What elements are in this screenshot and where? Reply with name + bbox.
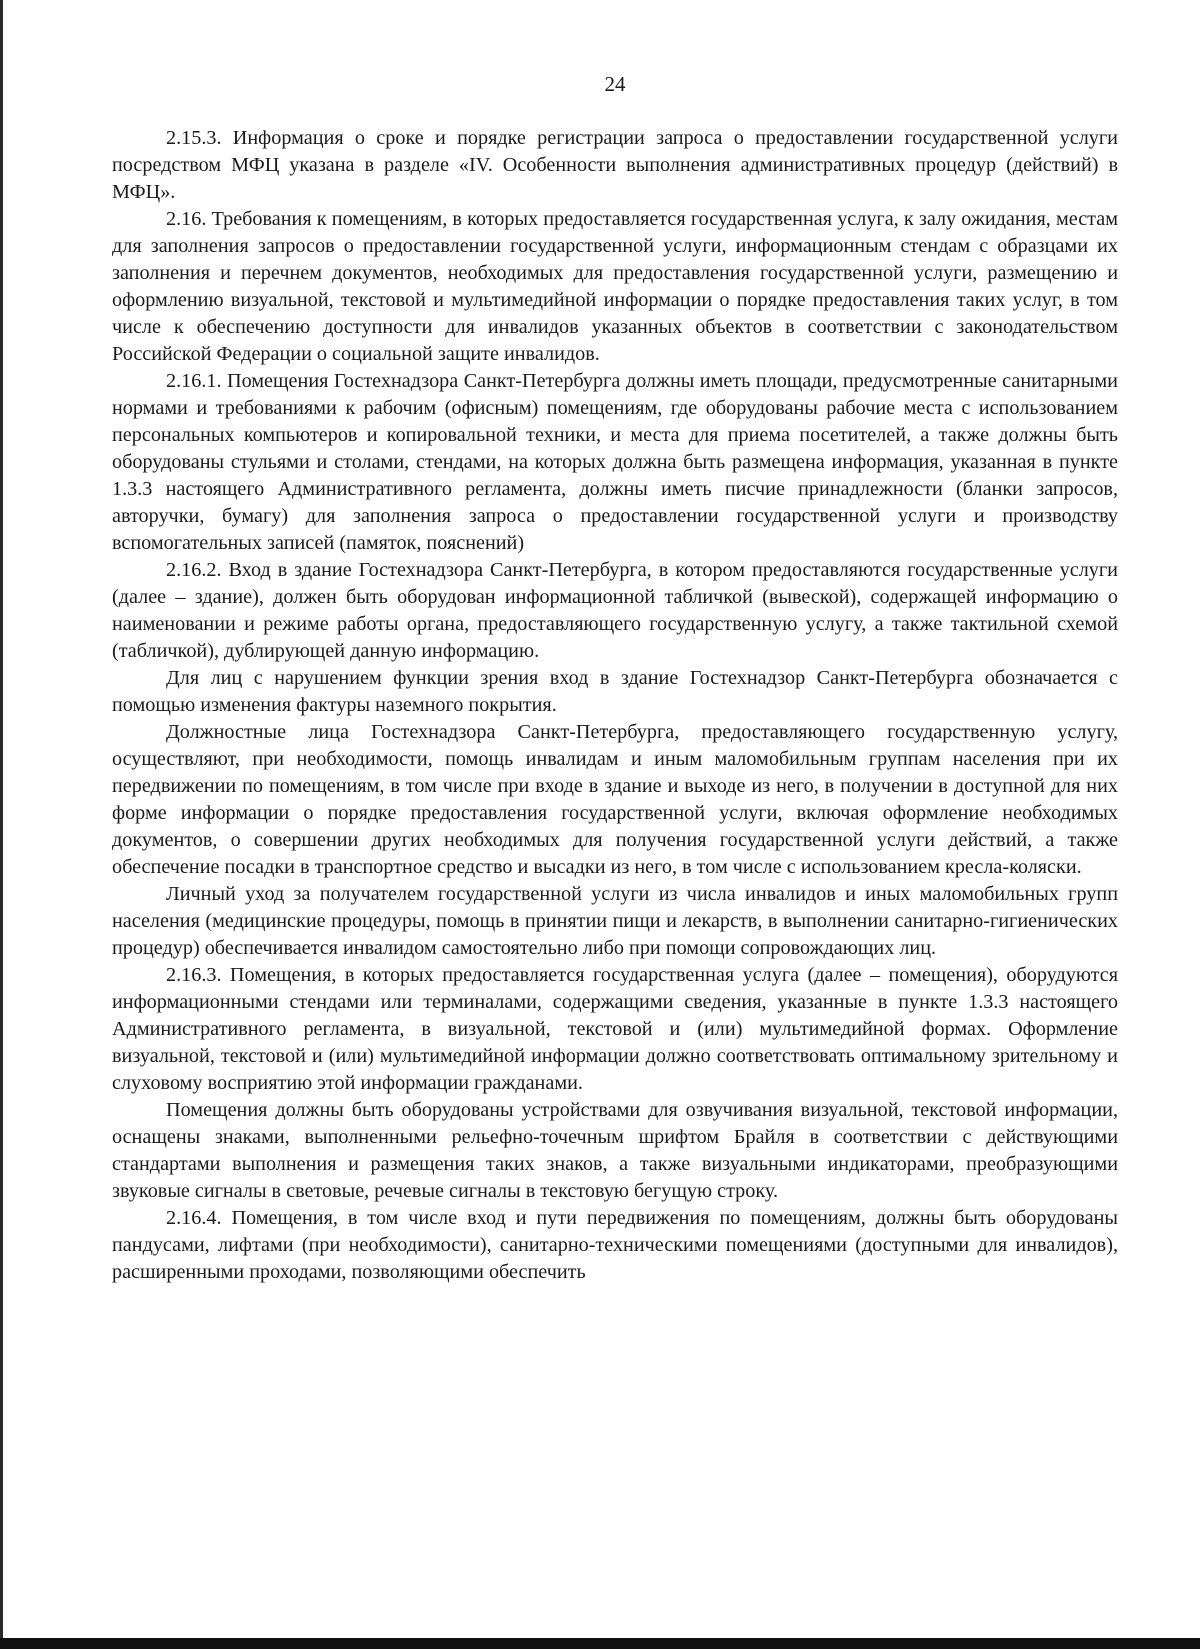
scan-bottom-edge [0,1638,1200,1649]
paragraph-2-16-2: 2.16.2. Вход в здание Гостехнадзора Санкт-Петербурга, в котором предоставляются государственные услуги (далее – здание), должен быть оборудован информационной табличкой (вывеской), содержащей информацию о наименовании и режиме работы органа, предоставляющего государственную услугу, а также тактильной схемой (табличкой), дублирующей данную информацию. [112,559,1118,662]
paragraph-vision-impaired-entrance: Для лиц с нарушением функции зрения вход в здание Гостехнадзор Санкт-Петербурга обозначается с помощью изменения фактуры наземного покрытия. [112,667,1118,716]
paragraph-2-15-3: 2.15.3. Информация о сроке и порядке регистрации запроса о предоставлении государственной услуги посредством МФЦ указана в разделе «IV. Особенности выполнения административных процедур (действий) в МФЦ». [112,127,1118,203]
paragraph-2-16-3: 2.16.3. Помещения, в которых предоставляется государственная услуга (далее – помещения), оборудуются информационными стендами или терминалами, содержащими сведения, указанные в пункте 1.3.3 настоящего Административного регламента, в визуальной, текстовой и (или) мультимедийной формах. Оформление визуальной, текстовой и (или) мультимедийной информации должно соответствовать оптимальному зрительному и слуховому восприятию этой информации гражданами. [112,964,1118,1094]
paragraph-2-16: 2.16. Требования к помещениям, в которых предоставляется государственная услуга, к залу ожидания, местам для заполнения запросов о предоставлении государственной услуги, информационным стендам с образцами их заполнения и перечнем документов, необходимых для предоставления государственной услуги, размещению и оформлению визуальной, текстовой и мультимедийной информации о порядке предоставления таких услуг, в том числе к обеспечению доступности для инвалидов указанных объектов в соответствии с законодательством Российской Федерации о социальной защите инвалидов. [112,208,1118,365]
document-body [112,125,1118,1286]
page-number: 24 [604,72,626,96]
paragraph-2-16-1: 2.16.1. Помещения Гостехнадзора Санкт-Петербурга должны иметь площади, предусмотренные санитарными нормами и требованиями к рабочим (офисным) помещениям, где оборудованы рабочие места с использованием персональных компьютеров и копировальной техники, и места для приема посетителей, а также должны быть оборудованы стульями и столами, стендами, на которых должна быть размещена информация, указанная в пункте 1.3.3 настоящего Административного регламента, должны иметь писчие принадлежности (бланки запросов, авторучки, бумагу) для заполнения запроса о предоставлении государственной услуги и производству вспомогательных записей (памяток, пояснений) [112,370,1118,554]
paragraph-staff-assistance: Должностные лица Гостехнадзора Санкт-Петербурга, предоставляющего государственную услугу, осуществляют, при необходимости, помощь инвалидам и иным маломобильным группам населения при их передвижении по помещениям, в том числе при входе в здание и выходе из него, в получении в доступной для них форме информации о порядке предоставления государственной услуги, включая оформление необходимых документов, о совершении других необходимых для получения государственной услуги действий, а также обеспечение посадки в транспортное средство и высадки из него, в том числе с использованием кресла-коляски. [112,721,1118,878]
paragraph-2-16-4: 2.16.4. Помещения, в том числе вход и пути передвижения по помещениям, должны быть оборудованы пандусами, лифтами (при необходимости), санитарно-техническими помещениями (доступными для инвалидов), расширенными проходами, позволяющими обеспечить [112,1207,1118,1283]
paragraph-personal-care: Личный уход за получателем государственной услуги из числа инвалидов и иных маломобильных групп населения (медицинские процедуры, помощь в принятии пищи и лекарств, в выполнении санитарно-гигиенических процедур) обеспечивается инвалидом самостоятельно либо при помощи сопровождающих лиц. [112,883,1118,959]
scan-left-edge [0,0,3,1649]
paragraph-braille-equipment: Помещения должны быть оборудованы устройствами для озвучивания визуальной, текстовой информации, оснащены знаками, выполненными рельефно-точечным шрифтом Брайля в соответствии с действующими стандартами выполнения и размещения таких знаков, а также визуальными индикаторами, преобразующими звуковые сигналы в световые, речевые сигналы в текстовую бегущую строку. [112,1099,1118,1202]
